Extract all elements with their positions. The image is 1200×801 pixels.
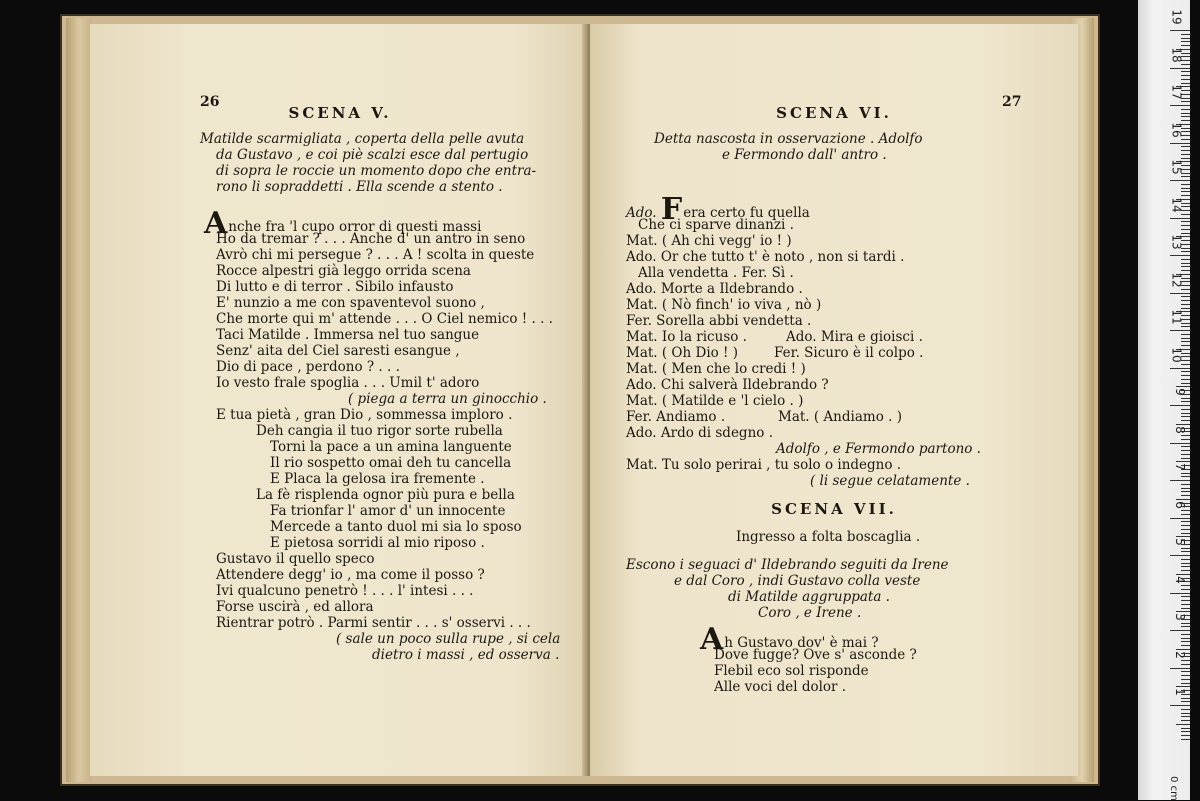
ruler-unit-label: 0 cm [1168,776,1180,801]
dialogue-line: Fer. Sicuro è il colpo . [774,345,924,361]
ruler-tick [1170,143,1190,144]
ruler-tick [1181,139,1190,140]
verse-line: Rientrar potrò . Parmi sentir . . . s' osservi . . . [216,615,531,631]
stage-direction-line: da Gustavo , e coi piè scalzi esce dal pertugio [216,147,529,163]
ruler-number: 6 [1173,500,1188,509]
ruler-tick [1181,566,1190,567]
ruler-tick [1181,225,1190,226]
dialogue-line: Mat. Tu solo perirai , tu solo o indegno . [626,457,902,473]
dialogue-line: Ado. Ardo di sdegno . [626,425,773,441]
open-book [60,14,1100,786]
ruler-tick [1181,454,1190,455]
ruler-tick [1170,293,1190,294]
ruler-tick [1170,593,1190,594]
verse-line: Il rio sospetto omai deh tu cancella [270,455,512,471]
ruler-number: 7 [1173,463,1188,471]
dialogue-line: Ado. Or che tutto t' è noto , non si tardi . [626,249,905,265]
ruler-tick [1170,705,1190,706]
ruler-tick [1181,559,1190,560]
ruler-tick [1181,671,1190,672]
verse-line: E Placa la gelosa ira fremente . [270,471,485,487]
ruler-tick [1181,409,1190,410]
ruler-tick [1181,446,1190,447]
stage-direction-inline: ( li segue celatamente . [810,473,970,489]
ruler-number: 11 [1169,309,1184,325]
scene-heading-vii: SCENA VII. [771,500,897,518]
ruler-tick [1181,698,1190,699]
ruler-tick [1181,116,1190,117]
ruler-tick [1181,364,1190,365]
stage-direction-line: e Fermondo dall' antro . [722,147,887,163]
verse-line: Ivi qualcuno penetrò ! . . . l' intesi . . . [216,583,474,599]
ruler-tick [1181,420,1190,421]
ruler-tick [1170,218,1190,219]
stage-direction-line: e dal Coro , indi Gustavo colla veste [674,573,921,589]
ruler-tick [1176,574,1190,575]
ruler-number: 17 [1169,84,1184,100]
verse-line: E tua pietà , gran Dio , sommessa imploro . [216,407,513,423]
chorus-line: Flebil eco sol risponde [714,663,869,679]
ruler-tick [1181,41,1190,42]
ruler-tick [1181,484,1190,485]
ruler-tick [1181,570,1190,571]
ruler-tick [1181,510,1190,511]
ruler-tick [1181,634,1190,635]
dialogue-line: Fer. Sorella abbi vendetta . [626,313,812,329]
ruler-tick [1181,229,1190,230]
ruler-tick [1181,679,1190,680]
ruler-tick [1181,623,1190,624]
ruler-tick [1181,266,1190,267]
left-page [90,24,590,776]
ruler-tick [1181,641,1190,642]
ruler-tick [1181,739,1190,740]
ruler-tick [1176,499,1190,500]
ruler-tick [1181,338,1190,339]
right-page [590,24,1078,776]
ruler-tick [1181,416,1190,417]
ruler-tick [1181,398,1190,399]
stage-direction-line: di Matilde aggruppata . [728,589,890,605]
ruler-number: 13 [1169,234,1184,250]
ruler-tick [1170,480,1190,481]
ruler-tick [1181,71,1190,72]
stage-direction-inline: ( piega a terra un ginocchio . [348,391,547,407]
verse-line: Taci Matilde . Immersa nel tuo sangue [216,327,480,343]
ruler-tick [1170,68,1190,69]
ruler-tick [1181,638,1190,639]
ruler-tick [1181,660,1190,661]
ruler-tick [1181,296,1190,297]
ruler-tick [1170,630,1190,631]
ruler-tick [1181,383,1190,384]
dialogue-line: Mat. ( Men che lo credi ! ) [626,361,806,377]
ruler-tick [1181,495,1190,496]
ruler-tick [1170,255,1190,256]
ruler-tick [1181,731,1190,732]
ruler-number: 18 [1169,46,1184,63]
ruler-tick [1181,514,1190,515]
verse-line: Dio di pace , perdono ? . . . [216,359,400,375]
verse-line: Torni la pace a un amina languente [270,439,512,455]
ruler-number: 15 [1169,159,1184,175]
ruler-tick [1181,263,1190,264]
ruler-tick [1181,675,1190,676]
ruler-tick [1181,326,1190,327]
chorus-line: Alle voci del dolor . [714,679,847,695]
ruler-tick [1181,270,1190,271]
ruler-tick [1181,308,1190,309]
ruler-tick [1176,724,1190,725]
verse-line: Rocce alpestri già leggo orrida scena [216,263,471,279]
ruler-tick [1181,604,1190,605]
ruler-tick [1181,191,1190,192]
ruler-tick [1181,345,1190,346]
ruler-tick [1181,589,1190,590]
ruler-tick [1181,45,1190,46]
ruler-tick [1181,626,1190,627]
verse-line: Mercede a tanto duol mi sia lo sposo [270,519,522,535]
ruler-tick [1181,101,1190,102]
scene-heading-v: SCENA V. [288,104,392,122]
ruler-tick [1176,536,1190,537]
ruler-tick [1181,146,1190,147]
ruler-tick [1170,668,1190,669]
ruler-tick [1170,443,1190,444]
ruler-tick [1181,233,1190,234]
ruler-number: 16 [1169,121,1184,138]
stage-direction-line: Matilde scarmigliata , coperta della pelle avuta [200,131,525,147]
ruler-tick [1181,713,1190,714]
ruler-tick [1181,645,1190,646]
dialogue-line: Mat. ( Nò finch' io viva , nò ) [626,297,822,313]
ruler-number: 5 [1173,538,1188,546]
ruler-tick [1181,79,1190,80]
ruler-tick [1181,548,1190,549]
ruler-tick [1181,375,1190,376]
drop-cap: A [204,206,228,241]
scene-setting: Ingresso a folta boscaglia . [736,529,921,545]
ruler-tick [1181,259,1190,260]
verse-line: E pietosa sorridi al mio riposo . [270,535,485,551]
stage-direction-line: rono li sopraddetti . Ella scende a stento . [216,179,503,195]
drop-cap: F [660,192,683,227]
ruler-tick [1181,728,1190,729]
ruler-tick [1181,120,1190,121]
dialogue-line: Mat. ( Andiamo . ) [778,409,902,425]
ruler-tick [1181,341,1190,342]
stage-direction-line: Coro , e Irene . [758,605,862,621]
ruler-tick [1181,491,1190,492]
ruler-tick [1181,195,1190,196]
ruler-tick [1181,596,1190,597]
ruler-tick [1170,330,1190,331]
dialogue-line: Che ci sparve dinanzi . [638,217,794,233]
ruler-tick [1176,611,1190,612]
ruler-tick [1181,214,1190,215]
dialogue-line: Ado. Morte a Ildebrando . [626,281,803,297]
dialogue-line: Fer. Andiamo . [626,409,726,425]
ruler-tick [1181,64,1190,65]
verse-line: Di lutto e di terror . Sibilo infausto [216,279,454,295]
ruler-tick [1181,154,1190,155]
ruler-tick [1181,600,1190,601]
stage-direction-line: di sopra le roccie un momento dopo che entra- [216,163,537,179]
ruler-tick [1170,368,1190,369]
verse-line: Avrò chi mi persegue ? . . . A ! scolta in queste [216,247,535,263]
dialogue-line: Ado. Chi salverà Ildebrando ? [626,377,829,393]
ruler-tick [1170,30,1190,31]
ruler-tick [1181,413,1190,414]
dialogue-line: Ado. Fera certo fu quella [626,192,810,227]
verse-line: Senz' aita del Ciel saresti esangue , [216,343,460,359]
ruler-tick [1181,109,1190,110]
ruler-tick [1181,450,1190,451]
measurement-ruler [1138,0,1190,800]
verse-line: Gustavo il quello speco [216,551,375,567]
dialogue-line: Alla vendetta . Fer. Sì . [638,265,794,281]
ruler-tick [1181,529,1190,530]
ruler-tick [1181,38,1190,39]
ruler-tick [1181,525,1190,526]
ruler-tick [1181,34,1190,35]
ruler-tick [1181,521,1190,522]
ruler-tick [1181,304,1190,305]
ruler-tick [1181,401,1190,402]
ruler-tick [1181,289,1190,290]
dialogue-line: Mat. ( Ah chi vegg' io ! ) [626,233,792,249]
stage-direction-inline: ( sale un poco sulla rupe , si cela [336,631,561,647]
ruler-tick [1181,176,1190,177]
ruler-number: 1 [1173,688,1188,696]
ruler-number: 4 [1173,575,1188,584]
ruler-tick [1170,180,1190,181]
ruler-tick [1181,664,1190,665]
dialogue-line: Mat. ( Matilde e 'l cielo . ) [626,393,804,409]
page-number-left: 26 [200,94,220,110]
stage-direction-inline: dietro i massi , ed osserva . [372,647,560,663]
verse-line: Anche fra 'l cupo orror di questi massi [204,206,482,241]
ruler-tick [1181,371,1190,372]
ruler-number: 3 [1173,613,1188,621]
ruler-tick [1181,585,1190,586]
chorus-line: Ah Gustavo dov' è mai ? [700,622,879,657]
ruler-tick [1181,735,1190,736]
chorus-line: Dove fugge? Ove s' asconde ? [714,647,917,663]
ruler-tick [1181,75,1190,76]
ruler-tick [1181,158,1190,159]
ruler-tick [1181,488,1190,489]
verse-line: Attendere degg' io , ma come il posso ? [216,567,485,583]
verse-line: La fè risplenda ognor più pura e bella [256,487,515,503]
ruler-tick [1176,461,1190,462]
verse-line: Ho da tremar ? . . . Anche d' un antro in seno [216,231,526,247]
ruler-tick [1181,476,1190,477]
ruler-tick [1181,379,1190,380]
ruler-tick [1181,473,1190,474]
ruler-number: 2 [1173,650,1188,659]
ruler-tick [1176,386,1190,387]
book-left-edge [66,18,92,782]
stage-direction-inline: Adolfo , e Fermondo partono . [776,441,981,457]
ruler-number: 9 [1173,388,1188,396]
verse-line: Fa trionfar l' amor d' un innocente [270,503,506,519]
ruler-number: 14 [1169,196,1184,213]
page-number-right: 27 [1002,94,1022,110]
stage-direction-line: Detta nascosta in osservazione . Adolfo [654,131,923,147]
ruler-tick [1176,686,1190,687]
ruler-tick [1170,518,1190,519]
ruler-tick [1181,113,1190,114]
ruler-tick [1181,701,1190,702]
ruler-tick [1170,105,1190,106]
ruler-tick [1181,188,1190,189]
dialogue-line: Mat. Io la ricuso . [626,329,747,345]
ruler-tick [1181,709,1190,710]
ruler-tick [1170,405,1190,406]
verse-line: Deh cangia il tuo rigor sorte rubella [256,423,503,439]
ruler-tick [1181,716,1190,717]
verse-line: Forse uscirà , ed allora [216,599,374,615]
ruler-tick [1181,435,1190,436]
ruler-tick [1181,300,1190,301]
ruler-tick [1170,555,1190,556]
ruler-tick [1181,184,1190,185]
ruler-number: 12 [1169,271,1184,288]
ruler-tick [1176,649,1190,650]
ruler-tick [1181,439,1190,440]
ruler-number: 8 [1173,425,1188,434]
scene-heading-vi: SCENA VI. [776,104,892,122]
ruler-tick [1181,334,1190,335]
ruler-tick [1181,563,1190,564]
ruler-number: 10 [1169,346,1184,363]
ruler-tick [1181,551,1190,552]
stage-direction-line: Escono i seguaci d' Ildebrando seguiti da Irene [626,557,949,573]
ruler-number: 19 [1169,9,1184,25]
ruler-tick [1181,533,1190,534]
drop-cap: A [700,622,724,657]
ruler-tick [1181,683,1190,684]
ruler-tick [1181,150,1190,151]
ruler-tick [1181,251,1190,252]
dialogue-line: Ado. Mira e gioisci . [786,329,923,345]
dialogue-line: Mat. ( Oh Dio ! ) [626,345,739,361]
ruler-tick [1181,720,1190,721]
verse-line: Io vesto frale spoglia . . . Umil t' adoro [216,375,480,391]
verse-line: Che morte qui m' attende . . . O Ciel nemico ! . . . [216,311,553,327]
ruler-tick [1176,424,1190,425]
ruler-tick [1181,83,1190,84]
ruler-tick [1181,608,1190,609]
verse-line: E' nunzio a me con spaventevol suono , [216,295,485,311]
ruler-tick [1181,458,1190,459]
ruler-tick [1181,221,1190,222]
